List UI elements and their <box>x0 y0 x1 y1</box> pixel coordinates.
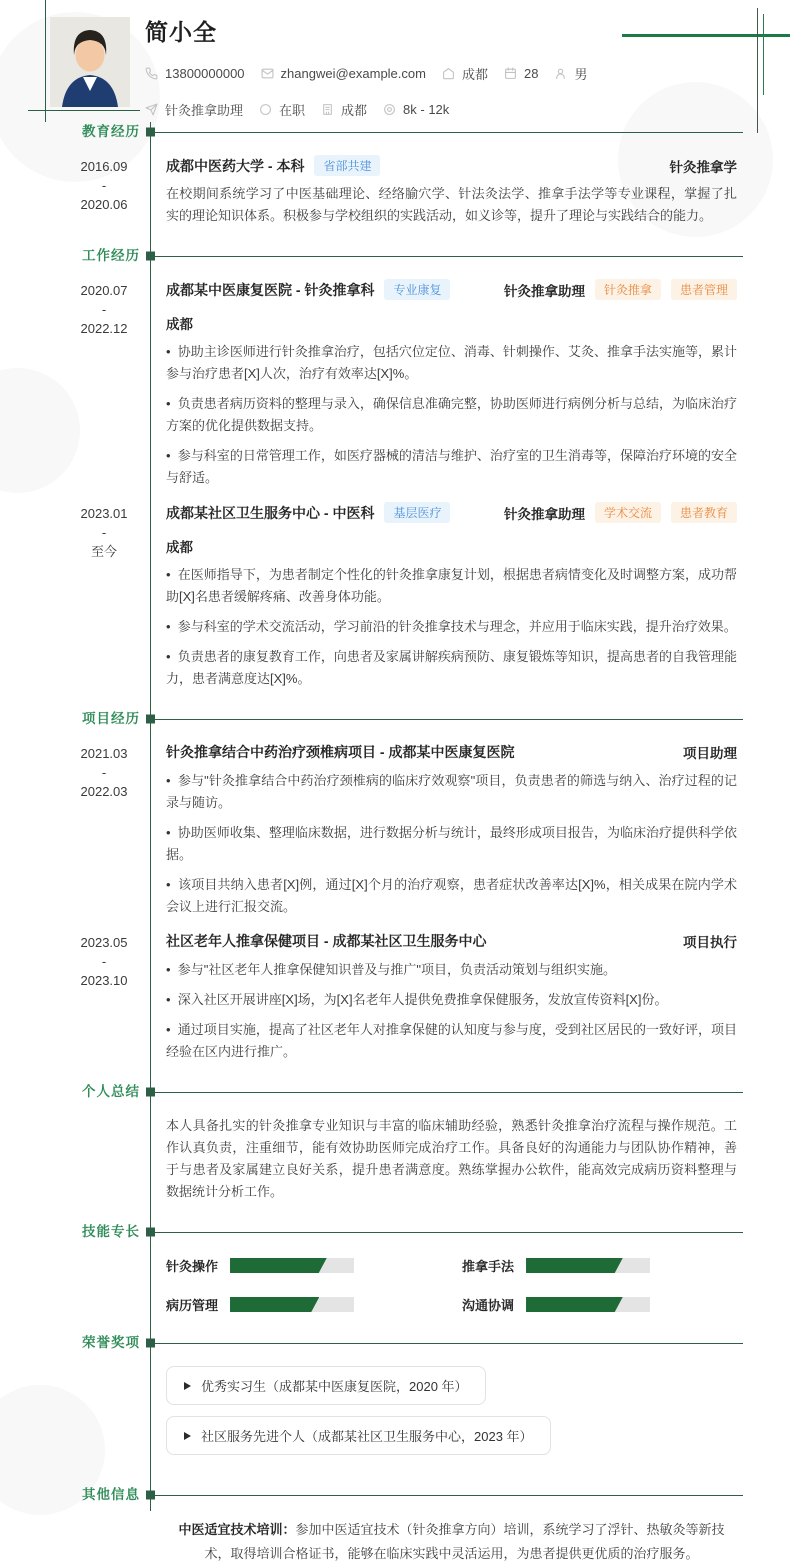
email-icon <box>261 67 274 80</box>
skill-bar-track <box>526 1297 650 1312</box>
education-entry <box>0 142 794 227</box>
skill-item <box>166 1256 354 1275</box>
project-entry <box>0 918 794 1063</box>
company-name: 成都某中医康复医院 - 针灸推拿科 <box>166 281 375 298</box>
job-title: 针灸推拿助理 <box>503 506 585 522</box>
job-skill-tag: 患者管理 <box>671 279 737 300</box>
contact-row <box>145 64 774 83</box>
skill-bar-track <box>526 1258 650 1273</box>
bullet-item: • 通过项目实施，提高了社区老年人对推拿保健的认知度与参与度，受到社区居民的一致好评，项目经验在区内进行推广。 <box>166 1019 737 1063</box>
job-location: 成都 <box>166 540 193 555</box>
phone-icon <box>145 67 158 80</box>
work-entry <box>0 489 794 690</box>
phone-value: 13800000000 <box>165 66 245 81</box>
bullet-item: • 协助医师收集、整理临床数据，进行数据分析与统计，最终形成项目报告，为临床治疗提供科学依据。 <box>166 822 737 866</box>
salary-item <box>383 102 449 117</box>
section-work-header <box>0 246 794 266</box>
project-name: 社区老年人推拿保健项目 - 成都某社区卫生服务中心 <box>166 933 487 949</box>
section-title: 项目经历 <box>82 711 140 726</box>
section-marker <box>146 1339 155 1348</box>
section-divider <box>150 1232 743 1233</box>
section-title: 工作经历 <box>82 248 140 263</box>
project-name: 针灸推拿结合中药治疗颈椎病项目 - 成都某中医康复医院 <box>166 744 515 760</box>
bullet-item: • 参与科室的学术交流活动，学习前沿的针灸推拿技术与理念，并应用于临床实践，提升治疗效果。 <box>166 616 737 638</box>
project-role: 项目助理 <box>683 746 737 761</box>
home-icon <box>442 67 455 80</box>
summary-entry <box>0 1102 794 1203</box>
age-value: 28 <box>523 66 539 81</box>
honor-text: 优秀实习生（成都某中医康复医院，2020 年） <box>201 1379 468 1394</box>
email-value: zhangwei@example.com <box>280 66 426 81</box>
job-skill-tag: 针灸推拿 <box>595 279 661 300</box>
email-item <box>261 66 426 81</box>
honors-entry <box>0 1353 794 1466</box>
bullet-item: • 深入社区开展讲座[X]场，为[X]名老年人提供免费推拿保健服务，发放宣传资料[X]份。 <box>166 989 737 1011</box>
bullet-item: • 该项目共纳入患者[X]例，通过[X]个月的治疗观察，患者症状改善率达[X]%，相关成果在院内学术会议上进行汇报交流。 <box>166 874 737 918</box>
work-city-value: 成都 <box>341 103 368 118</box>
section-divider <box>150 256 743 257</box>
honor-text: 社区服务先进个人（成都某社区卫生服务中心，2023 年） <box>201 1429 533 1444</box>
section-title: 其他信息 <box>82 1487 140 1502</box>
skill-label: 沟通协调 <box>462 1298 515 1313</box>
bullet-item: • 在医师指导下，为患者制定个性化的针灸推拿康复计划，根据患者病情变化及时调整方案，成功帮助[X]名患者缓解疼痛、改善身体功能。 <box>166 564 737 608</box>
skill-label: 推拿手法 <box>462 1259 515 1274</box>
status-item <box>259 100 305 119</box>
send-icon <box>145 103 158 116</box>
status-value: 在职 <box>279 103 306 118</box>
section-summary-header <box>0 1082 794 1102</box>
skill-bar-fill <box>230 1258 327 1273</box>
skill-item <box>462 1295 650 1314</box>
section-other-header <box>0 1485 794 1505</box>
other-entry <box>0 1505 794 1566</box>
bullet-item: • 参与科室的日常管理工作，如医疗器械的清洁与维护、治疗室的卫生消毒等，保障治疗环境的安全与舒适。 <box>166 445 737 489</box>
skill-bar-track <box>230 1258 354 1273</box>
section-title: 荣誉奖项 <box>82 1335 140 1350</box>
school-name: 成都中医药大学 - 本科 <box>166 157 305 174</box>
section-title: 技能专长 <box>82 1224 140 1239</box>
candidate-name: 简小全 <box>145 19 217 45</box>
building-icon <box>321 103 334 116</box>
gender-item <box>554 64 587 83</box>
section-divider <box>150 719 743 720</box>
phone-item <box>145 66 245 81</box>
avatar <box>50 17 130 107</box>
other-label: 中医适宜技术培训： <box>178 1522 296 1537</box>
skill-item <box>462 1256 650 1275</box>
salary-icon <box>383 103 396 116</box>
job-skill-tag: 患者教育 <box>671 502 737 523</box>
city-value: 成都 <box>461 67 488 82</box>
bullet-item: • 负责患者的康复教育工作，向患者及家属讲解疾病预防、康复锻炼等知识，提高患者的自我管理能力，患者满意度达[X]%。 <box>166 646 737 690</box>
project-role: 项目执行 <box>683 935 737 950</box>
job-intent-value: 针灸推拿助理 <box>165 103 244 118</box>
project-entry <box>0 729 794 918</box>
date-range: 2023.01 - 至今 <box>80 506 128 559</box>
company-name: 成都某社区卫生服务中心 - 中医科 <box>166 504 375 521</box>
status-icon <box>259 103 272 116</box>
section-title: 教育经历 <box>82 124 140 139</box>
major-name: 针灸推拿学 <box>669 159 737 175</box>
section-divider <box>150 132 743 133</box>
work-entry <box>0 266 794 489</box>
age-item <box>504 66 538 81</box>
job-intent-item <box>145 100 243 119</box>
section-education-header <box>0 122 794 142</box>
date-range: 2020.07 - 2022.12 <box>80 283 128 336</box>
bullet-item: • 协助主诊医师进行针灸推拿治疗，包括穴位定位、消毒、针刺操作、艾灸、推拿手法实施等，累计参与治疗患者[X]人次，治疗有效率达[X]%。 <box>166 341 737 385</box>
triangle-icon <box>184 1432 191 1440</box>
resume-header <box>0 0 794 122</box>
gender-icon <box>554 67 567 80</box>
job-skill-tag: 学术交流 <box>595 502 661 523</box>
skill-item <box>166 1295 354 1314</box>
triangle-icon <box>184 1382 191 1390</box>
section-marker <box>146 128 155 137</box>
other-info <box>166 1518 737 1566</box>
avatar-image <box>50 17 130 107</box>
skill-bar-fill <box>526 1258 623 1273</box>
job-title: 针灸推拿助理 <box>503 283 585 299</box>
section-marker <box>146 252 155 261</box>
honor-pill <box>166 1416 551 1455</box>
date-range: 2023.05 - 2023.10 <box>80 935 128 988</box>
section-divider <box>150 1092 743 1093</box>
section-skills-header <box>0 1222 794 1242</box>
section-marker <box>146 715 155 724</box>
gender-value: 男 <box>574 67 588 82</box>
section-divider <box>150 1343 743 1344</box>
date-range: 2021.03 - 2022.03 <box>80 746 128 799</box>
section-marker <box>146 1228 155 1237</box>
skill-bar-fill <box>230 1297 319 1312</box>
skills-entry <box>0 1242 794 1314</box>
bullet-item: • 参与"针灸推拿结合中药治疗颈椎病的临床疗效观察"项目，负责患者的筛选与纳入、治疗过程的记录与随访。 <box>166 770 737 814</box>
bullet-item: • 负责患者病历资料的整理与录入，确保信息准确完整，协助医师进行病例分析与总结，为临床治疗方案的优化提供数据支持。 <box>166 393 737 437</box>
age-icon <box>504 67 517 80</box>
section-projects-header <box>0 709 794 729</box>
skill-bar-track <box>230 1297 354 1312</box>
summary-text: 本人具备扎实的针灸推拿专业知识与丰富的临床辅助经验，熟悉针灸推拿治疗流程与操作规范。工作认真负责，注重细节，能有效协助医师完成治疗工作。具备良好的沟通能力与团队协作精神，善于与患者及家属建立良好关系，提升患者满意度。熟练掌握办公软件，能高效完成病历资料整理与数据统计分析工作。 <box>166 1118 737 1199</box>
section-marker <box>146 1088 155 1097</box>
work-city-item <box>321 100 367 119</box>
skill-bar-fill <box>526 1297 623 1312</box>
education-description: 在校期间系统学习了中医基础理论、经络腧穴学、针法灸法学、推拿手法学等专业课程，掌握了扎实的理论知识体系。积极参与学校组织的实践活动，如义诊等，提升了理论与实践结合的能力。 <box>166 186 737 223</box>
intent-row <box>145 100 774 119</box>
section-marker <box>146 1491 155 1500</box>
section-title: 个人总结 <box>82 1084 140 1099</box>
other-text-value: 参加中医适宜技术（针灸推拿方向）培训，系统学习了浮针、热敏灸等新技术，取得培训合格证书，能够在临床实践中灵活运用，为患者提供更优质的治疗服务。 <box>204 1522 725 1561</box>
section-divider <box>150 1495 743 1496</box>
honor-pill <box>166 1366 486 1405</box>
bullet-item: • 参与"社区老年人推拿保健知识普及与推广"项目，负责活动策划与组织实施。 <box>166 959 737 981</box>
company-tag: 基层医疗 <box>384 502 450 523</box>
section-honors-header <box>0 1333 794 1353</box>
skill-label: 针灸操作 <box>166 1259 219 1274</box>
company-tag: 专业康复 <box>384 279 450 300</box>
skill-label: 病历管理 <box>166 1298 219 1313</box>
salary-value: 8k - 12k <box>403 102 450 117</box>
city-item <box>442 64 488 83</box>
school-tag: 省部共建 <box>314 155 380 176</box>
job-location: 成都 <box>166 317 193 332</box>
date-range: 2016.09 - 2020.06 <box>80 159 128 212</box>
